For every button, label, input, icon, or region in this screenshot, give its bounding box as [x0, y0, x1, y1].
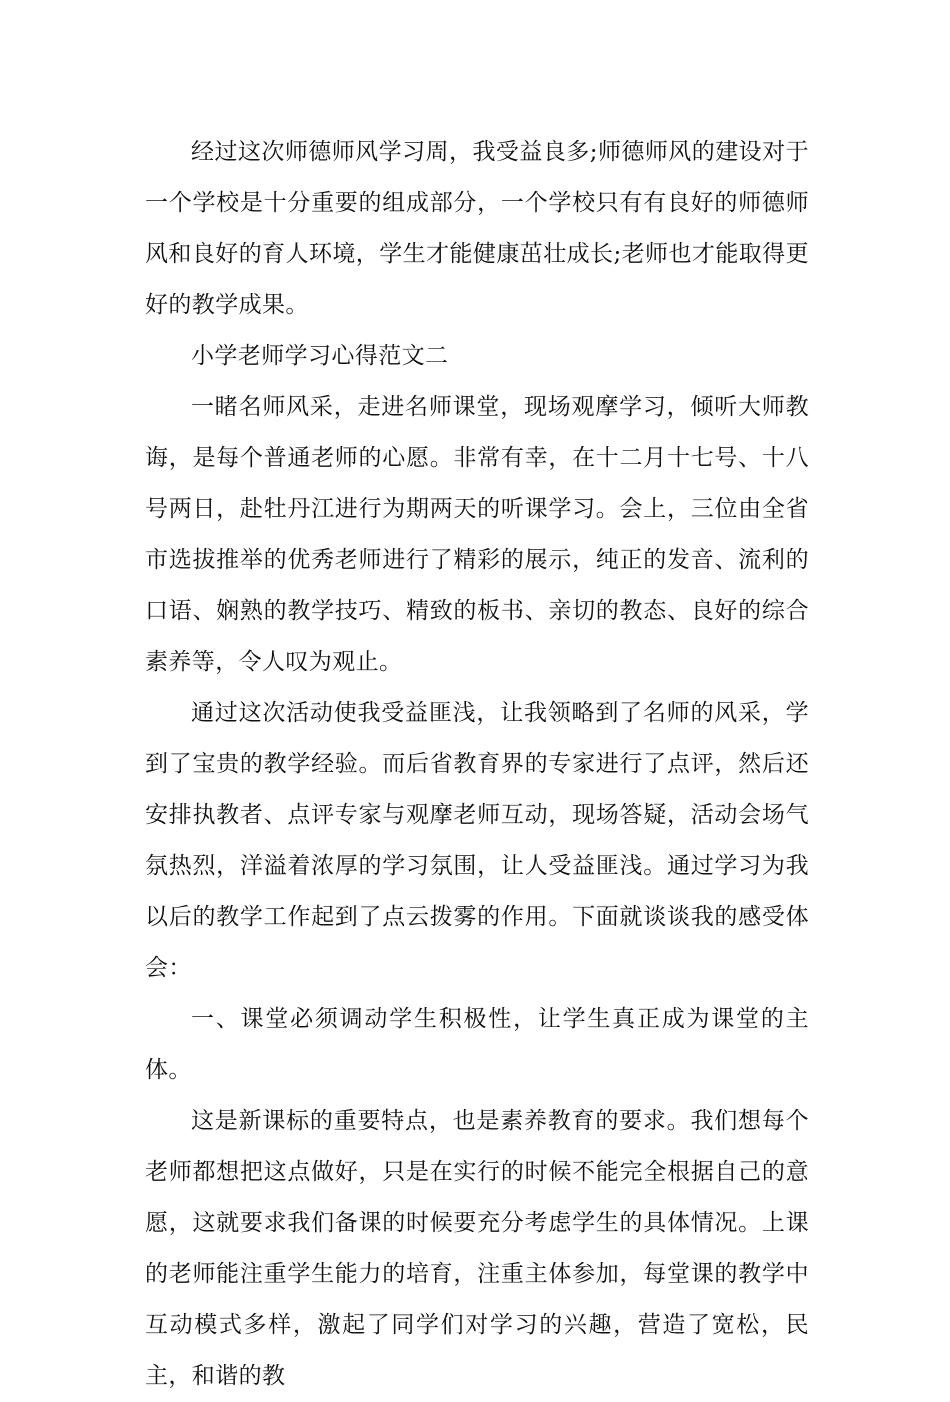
paragraph-observation-intro: 一睹名师风采，走进名师课堂，现场观摩学习，倾听大师教诲，是每个普通老师的心愿。非常有幸，在十二月十七号、十八号两日，赴牡丹江进行为期两天的听课学习。会上，三位由全省市选拔推举的优秀老师进行了精彩的展示，纯正的发音、流利的口语、娴熟的教学技巧、精致的板书、亲切的教态、良好的综合素养等，令人叹为观止。	[145, 394, 809, 675]
document-body	[145, 127, 809, 1402]
section-heading-essay-two: 小学老师学习心得范文二	[191, 343, 449, 369]
paragraph-new-curriculum: 这是新课标的重要特点，也是素养教育的要求。我们想每个老师都想把这点做好，只是在实行的时候不能完全根据自己的意愿，这就要求我们备课的时候要充分考虑学生的具体情况。上课的老师能注重学生能力的培育，注重主体参加，每堂课的教学中互动模式多样，激起了同学们对学习的兴趣，营造了宽松，民主，和谐的教	[145, 1108, 809, 1389]
paragraph-activity-benefits: 通过这次活动使我受益匪浅，让我领略到了名师的风采，学到了宝贵的教学经验。而后省教育界的专家进行了点评，然后还安排执教者、点评专家与观摩老师互动，现场答疑，活动会场气氛热烈，洋溢着浓厚的学习氛围，让人受益匪浅。通过学习为我以后的教学工作起到了点云拨雾的作用。下面就谈谈我的感受体会：	[145, 700, 809, 981]
paragraph-point-one-heading: 一、课堂必须调动学生积极性，让学生真正成为课堂的主体。	[145, 1006, 809, 1083]
paragraph-reflection-summary: 经过这次师德师风学习周，我受益良多;师德师风的建设对于一个学校是十分重要的组成部分，一个学校只有有良好的师德师风和良好的育人环境，学生才能健康茁壮成长;老师也才能取得更好的教学成果。	[145, 139, 809, 318]
